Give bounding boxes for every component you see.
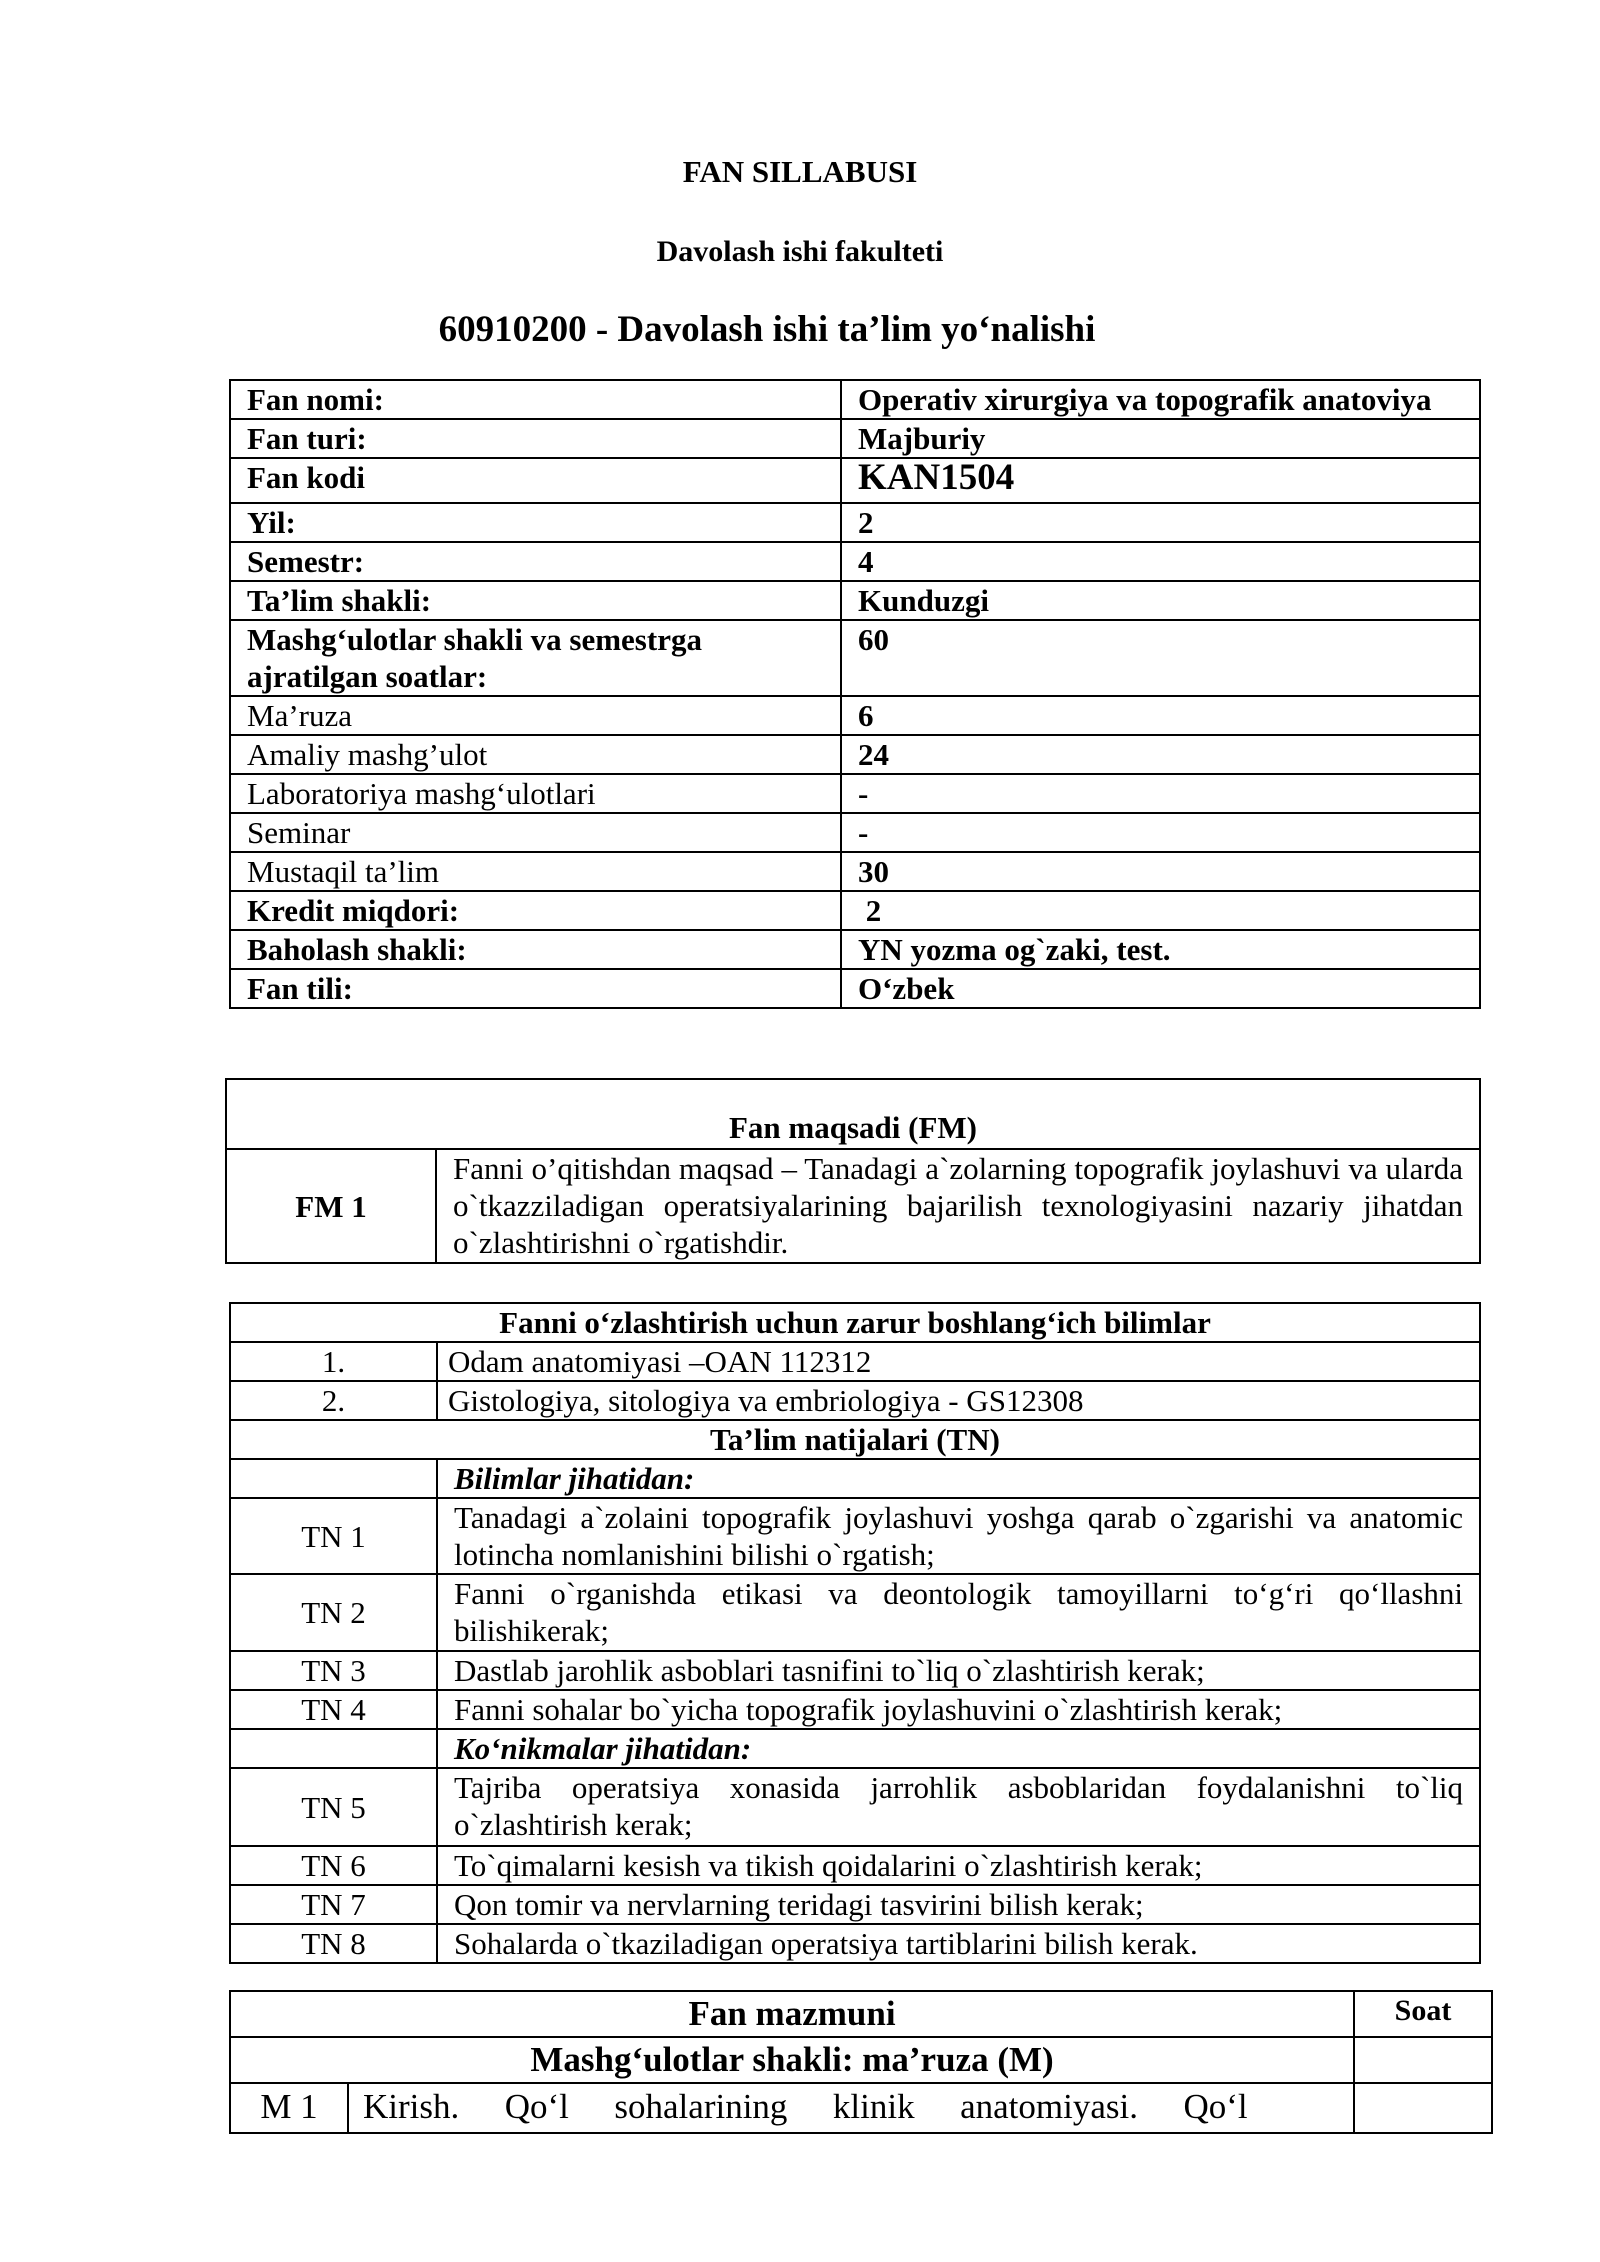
outcome-code: TN 8 (230, 1924, 437, 1963)
info-row (230, 930, 1480, 969)
outcome-text: Tanadagi a`zolaini topografik joylashuvi yoshga qarab o`zgarishi va anatomic lotincha nomlanishini bilishi o`rgatish; (437, 1498, 1480, 1574)
outcome-row (230, 1846, 1480, 1885)
prereq-num: 2. (230, 1381, 437, 1420)
course-content-table (229, 1990, 1493, 2134)
info-value: Operativ xirurgiya va topografik anatoviya (841, 380, 1480, 419)
info-value: KAN1504 (841, 458, 1480, 503)
hours-header: Soat (1354, 1991, 1492, 2037)
outcome-row (230, 1651, 1480, 1690)
content-topic-title: Kirish. Qo‘l sohalarining klinik anatomiyasi (363, 2087, 1130, 2126)
info-label: Ta’lim shakli: (230, 581, 841, 620)
info-label: Mashg‘ulotlar shakli va semestrga ajratilgan soatlar: (230, 620, 841, 696)
info-label: Fan turi: (230, 419, 841, 458)
outcome-text: Dastlab jarohlik asboblari tasnifini to`liq o`zlashtirish kerak; (437, 1651, 1480, 1690)
outcome-row (230, 1574, 1480, 1651)
hours-cell (1354, 2037, 1492, 2083)
empty-cell (230, 1729, 437, 1768)
outcome-text: Fanni o`rganishda etikasi va deontologik tamoyillarni to‘g‘ri qo‘llashni bilishikerak; (437, 1574, 1480, 1651)
outcome-code: TN 5 (230, 1768, 437, 1846)
course-goal-table (225, 1078, 1481, 1264)
prereq-row (230, 1342, 1480, 1381)
outcome-text: Sohalarda o`tkaziladigan operatsiya tartiblarini bilish kerak. (437, 1924, 1480, 1963)
info-value: 30 (841, 852, 1480, 891)
info-label: Ma’ruza (230, 696, 841, 735)
hours-cell (1354, 2083, 1492, 2133)
outcome-row (230, 1690, 1480, 1729)
content-header-row (230, 1991, 1492, 2037)
info-value: 2 (841, 503, 1480, 542)
info-row (230, 696, 1480, 735)
info-label: Seminar (230, 813, 841, 852)
goal-text: Fanni o’qitishdan maqsad – Tanadagi a`zolarning topografik joylashuvi va ularda o`tkazziladigan operatsiyalarining bajarilish texnologiyasini nazariy jihatdan o`zlashtirishni o`rgatishdir. (436, 1149, 1480, 1263)
info-row (230, 735, 1480, 774)
info-row (230, 891, 1480, 930)
prereq-header-row (230, 1303, 1480, 1342)
prereq-num: 1. (230, 1342, 437, 1381)
content-subheader-row (230, 2037, 1492, 2083)
outcomes-header: Ta’lim natijalari (TN) (230, 1420, 1480, 1459)
skills-header-row (230, 1729, 1480, 1768)
outcome-code: TN 3 (230, 1651, 437, 1690)
knowledge-header: Bilimlar jihatidan: (437, 1459, 1480, 1498)
info-label: Laboratoriya mashg‘ulotlari (230, 774, 841, 813)
info-row (230, 774, 1480, 813)
faculty-name: Davolash ishi fakulteti (656, 235, 944, 268)
info-row (230, 813, 1480, 852)
empty-cell (230, 1459, 437, 1498)
info-label: Fan tili: (230, 969, 841, 1008)
outcome-code: TN 4 (230, 1690, 437, 1729)
outcome-code: TN 7 (230, 1885, 437, 1924)
content-code: M 1 (230, 2083, 348, 2133)
info-row (230, 969, 1480, 1008)
content-subheader: Mashg‘ulotlar shakli: ma’ruza (M) (230, 2037, 1354, 2083)
outcome-text: Qon tomir va nervlarning teridagi tasvirini bilish kerak; (437, 1885, 1480, 1924)
info-label: Amaliy mashg’ulot (230, 735, 841, 774)
outcome-row (230, 1885, 1480, 1924)
info-value: 2 (841, 891, 1480, 930)
prereq-text: Gistologiya, sitologiya va embriologiya - GS12308 (437, 1381, 1480, 1420)
info-row (230, 419, 1480, 458)
info-row (230, 542, 1480, 581)
content-topic (348, 2083, 1354, 2133)
outcome-text: To`qimalarni kesish va tikish qoidalarini o`zlashtirish kerak; (437, 1846, 1480, 1885)
prereq-row (230, 1381, 1480, 1420)
info-label: Fan nomi: (230, 380, 841, 419)
info-value: 6 (841, 696, 1480, 735)
document-title: FAN SILLABUSI (682, 154, 918, 189)
info-label: Semestr: (230, 542, 841, 581)
info-value: 24 (841, 735, 1480, 774)
goal-row (226, 1149, 1480, 1263)
skills-header: Ko‘nikmalar jihatidan: (437, 1729, 1480, 1768)
info-value: Kunduzgi (841, 581, 1480, 620)
info-row (230, 852, 1480, 891)
content-row (230, 2083, 1492, 2133)
prereq-header: Fanni o‘zlashtirish uchun zarur boshlang‘ich bilimlar (230, 1303, 1480, 1342)
direction-name: 60910200 - Davolash ishi ta’lim yo‘nalishi (438, 309, 1096, 350)
info-label: Mustaqil ta’lim (230, 852, 841, 891)
outcome-code: TN 6 (230, 1846, 437, 1885)
info-value: YN yozma og`zaki, test. (841, 930, 1480, 969)
info-row (230, 380, 1480, 419)
info-label: Yil: (230, 503, 841, 542)
outcome-text: Fanni sohalar bo`yicha topografik joylashuvini o`zlashtirish kerak; (437, 1690, 1480, 1729)
outcome-code: TN 2 (230, 1574, 437, 1651)
goal-header-row (226, 1079, 1480, 1149)
content-header: Fan mazmuni (230, 1991, 1354, 2037)
content-topic-rest: . Qo‘l (1129, 2087, 1248, 2126)
goal-code: FM 1 (226, 1149, 436, 1263)
info-value: Majburiy (841, 419, 1480, 458)
info-row (230, 581, 1480, 620)
info-label: Fan kodi (230, 458, 841, 503)
info-value: 60 (841, 620, 1480, 696)
info-label: Baholash shakli: (230, 930, 841, 969)
info-value: - (841, 774, 1480, 813)
outcome-row (230, 1924, 1480, 1963)
info-value: 4 (841, 542, 1480, 581)
prerequisites-outcomes-table (229, 1302, 1481, 1964)
prereq-text: Odam anatomiyasi –OAN 112312 (437, 1342, 1480, 1381)
info-value: O‘zbek (841, 969, 1480, 1008)
outcome-row (230, 1498, 1480, 1574)
info-row (230, 503, 1480, 542)
outcomes-header-row (230, 1420, 1480, 1459)
info-label: Kredit miqdori: (230, 891, 841, 930)
knowledge-header-row (230, 1459, 1480, 1498)
outcome-text: Tajriba operatsiya xonasida jarrohlik asboblaridan foydalanishni to`liq o`zlashtirish kerak; (437, 1768, 1480, 1846)
goal-header: Fan maqsadi (FM) (226, 1079, 1480, 1149)
info-row (230, 620, 1480, 696)
outcome-row (230, 1768, 1480, 1846)
outcome-code: TN 1 (230, 1498, 437, 1574)
course-info-table (229, 379, 1481, 1009)
info-value: - (841, 813, 1480, 852)
info-row (230, 458, 1480, 503)
